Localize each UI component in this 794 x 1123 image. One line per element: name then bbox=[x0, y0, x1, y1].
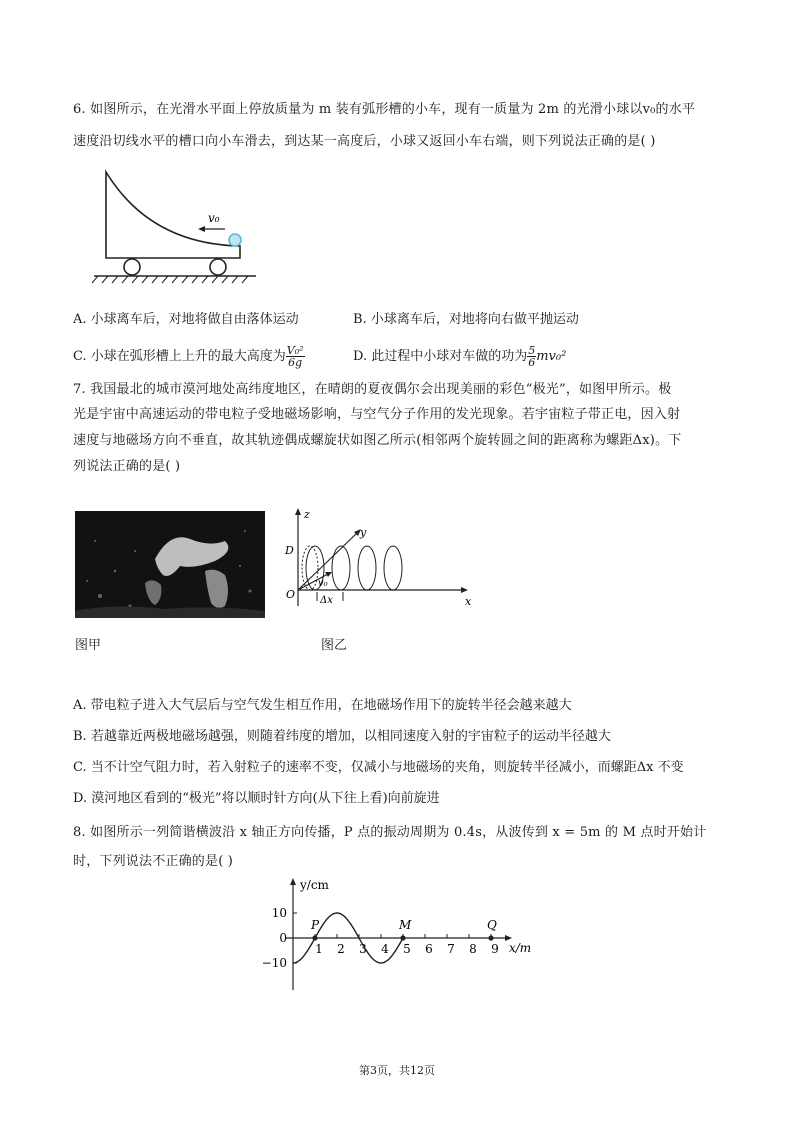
q7-stem-line1: 7. 我国最北的城市漠河地处高纬度地区，在晴朗的夏夜偶尔会出现美丽的彩色“极光”，如图甲所示。极 bbox=[73, 382, 672, 397]
x-tick-label: 8 bbox=[469, 942, 477, 956]
x-tick-label: 6 bbox=[425, 942, 433, 956]
x-tick-label: 4 bbox=[381, 942, 389, 956]
x-tick-label: 2 bbox=[337, 942, 345, 956]
axis-z-label: z bbox=[304, 508, 310, 521]
y-tick-label: 0 bbox=[279, 931, 287, 945]
x-tick-label: 7 bbox=[447, 942, 455, 956]
y-tick-label: 10 bbox=[271, 906, 287, 920]
axis-x-label: x bbox=[465, 595, 472, 608]
aurora-photo bbox=[75, 511, 265, 618]
fraction-numerator: V₀² bbox=[286, 344, 304, 357]
q8-stem-line2: 时，下列说法不正确的是( ) bbox=[73, 854, 234, 869]
q6-stem-line1: 6. 如图所示，在光滑水平面上停放质量为 m 装有弧形槽的小车，现有一质量为 2m 的光滑小球以v₀的水平 bbox=[73, 102, 696, 117]
q8-stem-line1: 8. 如图所示一列简谐横波沿 x 轴正方向传播，P 点的振动周期为 0.4s，从波传到 x = 5m 的 M 点时开始计 bbox=[73, 825, 707, 840]
q8-wave-chart bbox=[256, 874, 546, 996]
page-footer: 第3页，共12页 bbox=[359, 1064, 435, 1077]
y-tick-label: −10 bbox=[261, 956, 287, 970]
q7-option-b: B. 若越靠近两极地磁场越强，则随着纬度的增加，以相同速度入射的宇宙粒子的运动半径越大 bbox=[73, 729, 611, 744]
ball bbox=[229, 234, 241, 246]
fraction-denominator: 6g bbox=[288, 356, 303, 369]
q6-option-d-text: D. 此过程中小球对车做的功为 bbox=[353, 349, 528, 364]
axis-y-label: y bbox=[360, 526, 367, 539]
label-O: O bbox=[286, 588, 296, 601]
q7-option-a: A. 带电粒子进入大气层后与空气发生相互作用，在地磁场作用下的旋转半径会越来越大 bbox=[73, 698, 572, 713]
label-D: D bbox=[285, 544, 294, 557]
q6-option-a: A. 小球离车后，对地将做自由落体运动 bbox=[73, 312, 299, 327]
y-axis-label: y/cm bbox=[300, 878, 329, 892]
q7-figure-helix bbox=[284, 506, 474, 618]
y-axis-arrow bbox=[290, 878, 296, 885]
v0-label: v₀ bbox=[208, 211, 220, 225]
q6-option-c-text: C. 小球在弧形槽上上升的最大高度为 bbox=[73, 349, 286, 364]
label-dx: Δx bbox=[320, 595, 333, 606]
q6-option-c-fraction bbox=[286, 345, 305, 368]
point-label-P: P bbox=[311, 918, 320, 932]
label-v0: v₀ bbox=[318, 578, 328, 589]
q7-stem-line3: 速度与地磁场方向不垂直，故其轨迹偶成螺旋状如图乙所示(相邻两个旋转圆之间的距离称为螺距Δx)。下 bbox=[73, 433, 682, 448]
x-tick-label: 9 bbox=[491, 942, 499, 956]
q6-stem-line2: 速度沿切线水平的槽口向小车滑去，到达某一高度后，小球又返回小车右端，则下列说法正确的是( ) bbox=[73, 134, 656, 149]
x-tick-label: 5 bbox=[403, 942, 411, 956]
x-tick-label: 3 bbox=[359, 942, 367, 956]
q6-option-d-suffix: mv₀² bbox=[536, 349, 567, 364]
x-tick-label: 1 bbox=[315, 942, 323, 956]
x-axis-label: x/m bbox=[509, 941, 532, 955]
q6-option-d bbox=[353, 345, 566, 368]
point-label-M: M bbox=[399, 918, 412, 932]
q7-option-c: C. 当不计空气阻力时，若入射粒子的速率不变，仅减小与地磁场的夹角，则旋转半径减小，而螺距Δx 不变 bbox=[73, 760, 684, 775]
q6-option-b: B. 小球离车后，对地将向右做平抛运动 bbox=[353, 312, 579, 327]
q7-stem-line2: 光是宇宙中高速运动的带电粒子受地磁场影响，与空气分子作用的发光现象。若宇宙粒子带正电，因入射 bbox=[73, 407, 681, 422]
q7-stem-line4: 列说法正确的是( ) bbox=[73, 459, 181, 474]
q6-option-c bbox=[73, 345, 305, 368]
q6-figure-cart bbox=[90, 168, 260, 286]
point-M bbox=[400, 935, 405, 940]
point-Q bbox=[488, 935, 493, 940]
q7-caption-b: 图乙 bbox=[321, 638, 348, 653]
point-label-Q: Q bbox=[487, 918, 497, 932]
q7-caption-a: 图甲 bbox=[75, 638, 102, 653]
fraction-numerator: 5 bbox=[528, 344, 536, 357]
q7-option-d: D. 漠河地区看到的“极光”将以顺时针方向(从下往上看)向前旋进 bbox=[73, 791, 440, 806]
point-P bbox=[312, 935, 317, 940]
fraction-denominator: 6 bbox=[528, 356, 536, 369]
q6-option-d-fraction bbox=[527, 345, 536, 368]
